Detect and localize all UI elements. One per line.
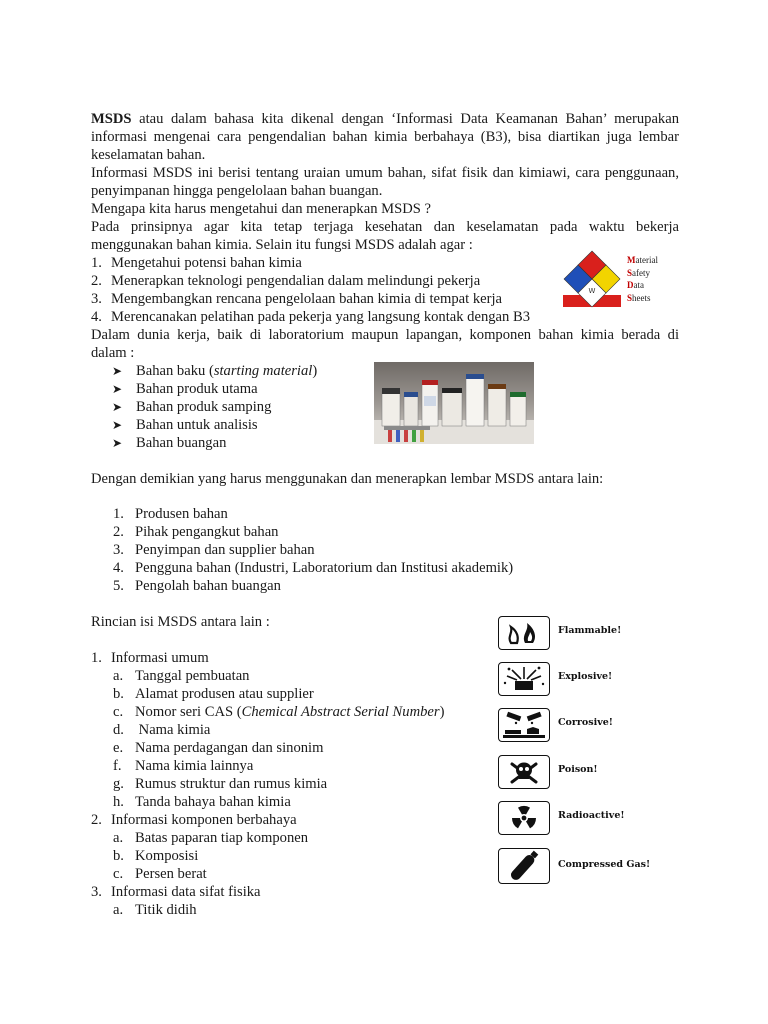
detail-sub-num-2c: c.: [113, 866, 124, 882]
detail-sub-1h: Tanda bahaya bahan kimia: [135, 794, 291, 810]
user-num-4: 4.: [113, 560, 124, 576]
component-item-4: ➤ Bahan untuk analisis: [112, 417, 258, 433]
detail-sub-num-1e: e.: [113, 740, 124, 756]
arrow-bullet-icon: ➤: [112, 418, 123, 432]
hazard-label: Compressed Gas!: [558, 859, 651, 870]
nfpa-diamond-icon: [561, 249, 627, 311]
detail-sub-1g: Rumus struktur dan rumus kimia: [135, 776, 328, 792]
purpose-item-1: Mengetahui potensi bahan kimia: [111, 255, 302, 271]
content-line-2: penyimpanan hingga pengelolaan bahan buangan.: [91, 183, 383, 199]
hazard-label: Poison!: [558, 764, 598, 775]
user-num-2: 2.: [113, 524, 124, 540]
components-intro-line-2: dalam :: [91, 345, 135, 361]
component-item-5: ➤ Bahan buangan: [112, 435, 227, 451]
user-num-1: 1.: [113, 506, 124, 522]
purpose-num-1: 1.: [91, 255, 102, 271]
components-intro-line-1: Dalam dunia kerja, baik di laboratorium maupun lapangan, komponen bahan kimia berada di: [91, 327, 679, 343]
detail-num-3: 3.: [91, 884, 102, 900]
detail-sub-2a: Batas paparan tiap komponen: [135, 830, 309, 846]
detail-item-1: Informasi umum: [111, 650, 209, 666]
detail-sub-2c: Persen berat: [135, 866, 207, 882]
hazard-label: Flammable!: [558, 625, 622, 636]
purpose-item-4: Merencanakan pelatihan pada pekerja yang langsung kontak dengan B3: [111, 309, 531, 325]
intro-line-1-text: atau dalam bahasa kita dikenal dengan ‘Informasi Data Keamanan Bahan’ merupakan: [131, 111, 679, 127]
hazard-label: Corrosive!: [558, 717, 613, 728]
hazard-poison: [498, 755, 678, 791]
hazard-label: Radioactive!: [558, 810, 625, 821]
corrosive-icon: [498, 708, 550, 742]
arrow-bullet-icon: ➤: [112, 382, 123, 396]
msds-term: MSDS: [91, 111, 132, 127]
hazard-radioactive: [498, 801, 678, 837]
purpose-num-4: 4.: [91, 309, 102, 325]
arrow-bullet-icon: ➤: [112, 436, 123, 450]
user-num-3: 3.: [113, 542, 124, 558]
detail-sub-num-1g: g.: [113, 776, 124, 792]
details-intro: Rincian isi MSDS antara lain :: [91, 614, 270, 630]
msds-word-4: Sheets: [627, 292, 651, 303]
hazard-label: Explosive!: [558, 671, 613, 682]
chemical-bottles-photo: [374, 362, 534, 444]
detail-sub-num-2b: b.: [113, 848, 124, 864]
hazard-corrosive: [498, 708, 678, 744]
user-item-1: Produsen bahan: [135, 506, 228, 522]
detail-sub-1f: Nama kimia lainnya: [135, 758, 254, 774]
purpose-item-3: Mengembangkan rencana pengelolaan bahan kimia di tempat kerja: [111, 291, 503, 307]
flame-icon: [498, 616, 550, 650]
detail-sub-num-1f: f.: [113, 758, 122, 774]
intro-line-1: [91, 110, 679, 128]
content-line-1: Informasi MSDS ini berisi tentang uraian umum bahan, sifat fisik dan kimiawi, cara penggunaan,: [91, 165, 679, 181]
user-num-5: 5.: [113, 578, 124, 594]
arrow-bullet-icon: ➤: [112, 400, 123, 414]
component-item-3: ➤ Bahan produk samping: [112, 399, 272, 415]
detail-sub-1e: Nama perdagangan dan sinonim: [135, 740, 324, 756]
msds-word-3: Data: [627, 280, 644, 290]
detail-item-2: Informasi komponen berbahaya: [111, 812, 297, 828]
detail-sub-num-2a: a.: [113, 830, 124, 846]
detail-sub-num-1h: h.: [113, 794, 124, 810]
gas-cylinder-icon: [498, 848, 550, 884]
detail-sub-1b: Alamat produsen atau supplier: [135, 686, 314, 702]
question-line: Mengapa kita harus mengetahui dan menerapkan MSDS ?: [91, 201, 432, 217]
arrow-bullet-icon: ➤: [112, 364, 123, 378]
purpose-item-2: Menerapkan teknologi pengendalian dalam melindungi pekerja: [111, 273, 481, 289]
user-item-3: Penyimpan dan supplier bahan: [135, 542, 315, 558]
intro-line-3: keselamatan bahan.: [91, 147, 206, 163]
msds-logo: [561, 249, 678, 311]
users-intro: Dengan demikian yang harus menggunakan dan menerapkan lembar MSDS antara lain:: [91, 471, 604, 487]
msds-word-1: Material: [627, 255, 658, 265]
detail-sub-1c: Nomor seri CAS (Chemical Abstract Serial Number): [135, 704, 445, 720]
user-item-4: Pengguna bahan (Industri, Laboratorium dan Institusi akademik): [135, 560, 514, 576]
lab-bottles-image: [374, 362, 534, 444]
detail-sub-1a: Tanggal pembuatan: [135, 668, 250, 684]
component-item-1: ➤ Bahan baku (starting material): [112, 363, 318, 379]
detail-sub-num-3a: a.: [113, 902, 124, 918]
detail-sub-2b: Komposisi: [135, 848, 199, 864]
msds-acronym: [627, 254, 658, 304]
hazard-compressed-gas: [498, 848, 678, 884]
purpose-line-2: menggunakan bahan kimia. Selain itu fungsi MSDS adalah agar :: [91, 237, 473, 253]
intro-line-2: informasi mengenai cara pengendalian bahan kimia berbahaya (B3), bisa diartikan juga lembar: [91, 129, 679, 145]
hazard-flammable: [498, 616, 678, 652]
detail-sub-num-1c: c.: [113, 704, 124, 720]
detail-item-3: Informasi data sifat fisika: [111, 884, 261, 900]
purpose-line-1: Pada prinsipnya agar kita tetap terjaga kesehatan dan keselamatan pada waktu bekerja: [91, 219, 679, 235]
detail-num-1: 1.: [91, 650, 102, 666]
hazard-explosive: [498, 662, 678, 698]
detail-sub-num-1d: d.: [113, 722, 124, 738]
detail-sub-1d: Nama kimia: [135, 722, 211, 738]
component-item-2: ➤ Bahan produk utama: [112, 381, 258, 397]
svg-text:W: W: [588, 287, 596, 295]
skull-crossbones-icon: [498, 755, 550, 789]
user-item-5: Pengolah bahan buangan: [135, 578, 281, 594]
msds-word-2: Safety: [627, 267, 651, 278]
purpose-num-2: 2.: [91, 273, 102, 289]
purpose-num-3: 3.: [91, 291, 102, 307]
detail-sub-num-1a: a.: [113, 668, 124, 684]
detail-sub-num-1b: b.: [113, 686, 124, 702]
explosion-icon: [498, 662, 550, 696]
radiation-icon: [498, 801, 550, 835]
detail-sub-3a: Titik didih: [135, 902, 197, 918]
user-item-2: Pihak pengangkut bahan: [135, 524, 279, 540]
detail-num-2: 2.: [91, 812, 102, 828]
